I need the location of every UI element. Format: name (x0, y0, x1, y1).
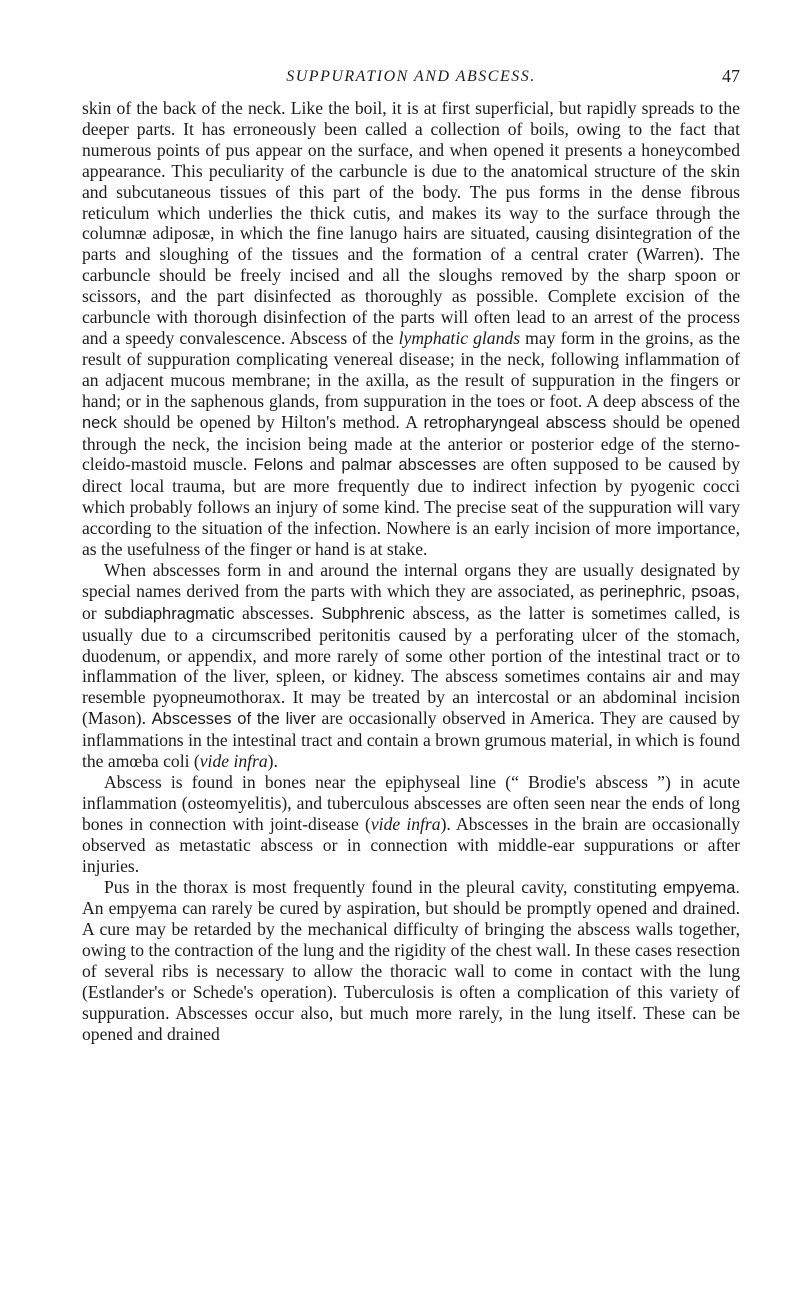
subject-heading: subdiaphragmatic (104, 604, 235, 623)
subject-heading: neck (82, 413, 117, 432)
text-run: are occasionally observed in America. They are caused by inflammations in the intestinal tract and contain a brown grumous material, in which is found the amœba coli ( (82, 708, 740, 772)
text-run: Pus in the thorax is most frequently found in the pleural cavity, constituting (104, 876, 663, 897)
running-title: SUPPURATION AND ABSCESS. (286, 68, 536, 85)
italic-text: vide infra (199, 751, 268, 772)
text-run: should be opened by Hilton's method. A (116, 411, 424, 432)
text-run: ). (267, 751, 278, 772)
text-run: and (303, 454, 342, 475)
text-run: Abscess is found in bones near the epiphyseal line (“ Brodie's abscess ”) in acute inflammation (osteomyelitis), and tuberculous abscesses are often seen near the ends of long bones in connection with joint-disease ( (82, 772, 740, 834)
paragraph (82, 98, 740, 560)
paragraph (82, 877, 740, 1045)
text-run: ). Abscesses in the brain are occasionally observed as metastatic abscess or in connection with middle-ear suppurations or after injuries. (82, 813, 740, 876)
text-run: may form in the groins, as the result of suppuration complicating venereal disease; in the neck, following inflammation of an adjacent mucous membrane; in the axilla, as the result of suppuration in the fingers or hand; or in the saphenous glands, from suppuration in the toes or foot. A deep abscess of the (82, 327, 741, 411)
running-header (82, 66, 740, 90)
italic-text: vide infra (370, 813, 441, 834)
text-run: An empyema can rarely be cured by aspiration, but should be promptly opened and drained. A cure may be retarded by the mechanical difficulty of bringing the abscess walls together, owing to the contraction of the lung and the rigidity of the chest wall. In these cases resection of several ribs is necessary to allow the thoracic wall to come in contact with the lung (Estlander's or Schede's operation). Tuberculosis is often a complication of this variety of suppuration. Abscesses occur also, but much more rarely, in the lung itself. These can be opened and drained (82, 898, 740, 1044)
subject-heading: palmar abscesses (341, 456, 477, 475)
subject-heading: Subphrenic (321, 604, 405, 623)
body-text (82, 98, 740, 1045)
text-run: skin of the back of the neck. Like the boil, it is at first superficial, but rapidly spreads to the deeper parts. It has erroneously been called a collection of boils, owing to the fact that numerous points of pus appear on the surface, and when opened it presents a honeycombed appearance. This peculiarity of the carbuncle is due to the anatomical structure of the skin and subcutaneous tissues of this part of the body. The pus forms in the dense fibrous reticulum which underlies the thick cutis, and makes its way to the surface through the columnæ adiposæ, in which the fine lanugo hairs are situated, causing disintegration of the parts and sloughing of the tissues and the formation of a central crater (Warren). The carbuncle should be freely incised and all the sloughs removed by the sharp spoon or scissors, and the part disinfected as thoroughly as possible. Complete excision of the carbuncle with thorough disinfection of the parts will often lead to an arrest of the process and a speedy convalescence. Abscess of the (82, 98, 740, 348)
text-run: abscesses. (234, 602, 322, 623)
paragraph (82, 772, 740, 877)
italic-text: lymphatic glands (398, 327, 521, 348)
subject-heading: Abscesses of the liver (151, 710, 316, 729)
paragraph (82, 560, 740, 772)
page-number: 47 (722, 66, 740, 86)
text-run: are often supposed to be caused by direct local trauma, but are more frequently due to indirect infection by pyogenic cocci which probably follows an injury of some kind. The precise seat of the suppuration will vary according to the situation of the infection. Nowhere is an early incision of more importance, as the usefulness of the finger or hand is at stake. (82, 454, 741, 560)
subject-heading: Felons (253, 456, 304, 475)
text-run: should be opened through the neck, the incision being made at the anterior or posterior edge of the sterno-cleido-mastoid muscle. (82, 411, 741, 475)
subject-heading: empyema. (662, 878, 740, 897)
subject-heading: perinephric, psoas, (599, 582, 740, 601)
text-run: When abscesses form in and around the internal organs they are usually designated by special names derived from the parts with which they are associated, as (82, 559, 740, 601)
text-run: abscess, as the latter is sometimes called, is usually due to a circumscribed peritonitis caused by a perforating ulcer of the stomach, duodenum, or appendix, and more rarely of some other portion of the intestinal tract or to inflammation of the liver, spleen, or kidney. The abscess sometimes contains air and may resemble pyopneumothorax. It may be treated by an intercostal or an abdominal incision (Mason). (82, 602, 741, 729)
subject-heading: retropharyngeal abscess (423, 413, 607, 432)
text-run: or (82, 602, 105, 623)
